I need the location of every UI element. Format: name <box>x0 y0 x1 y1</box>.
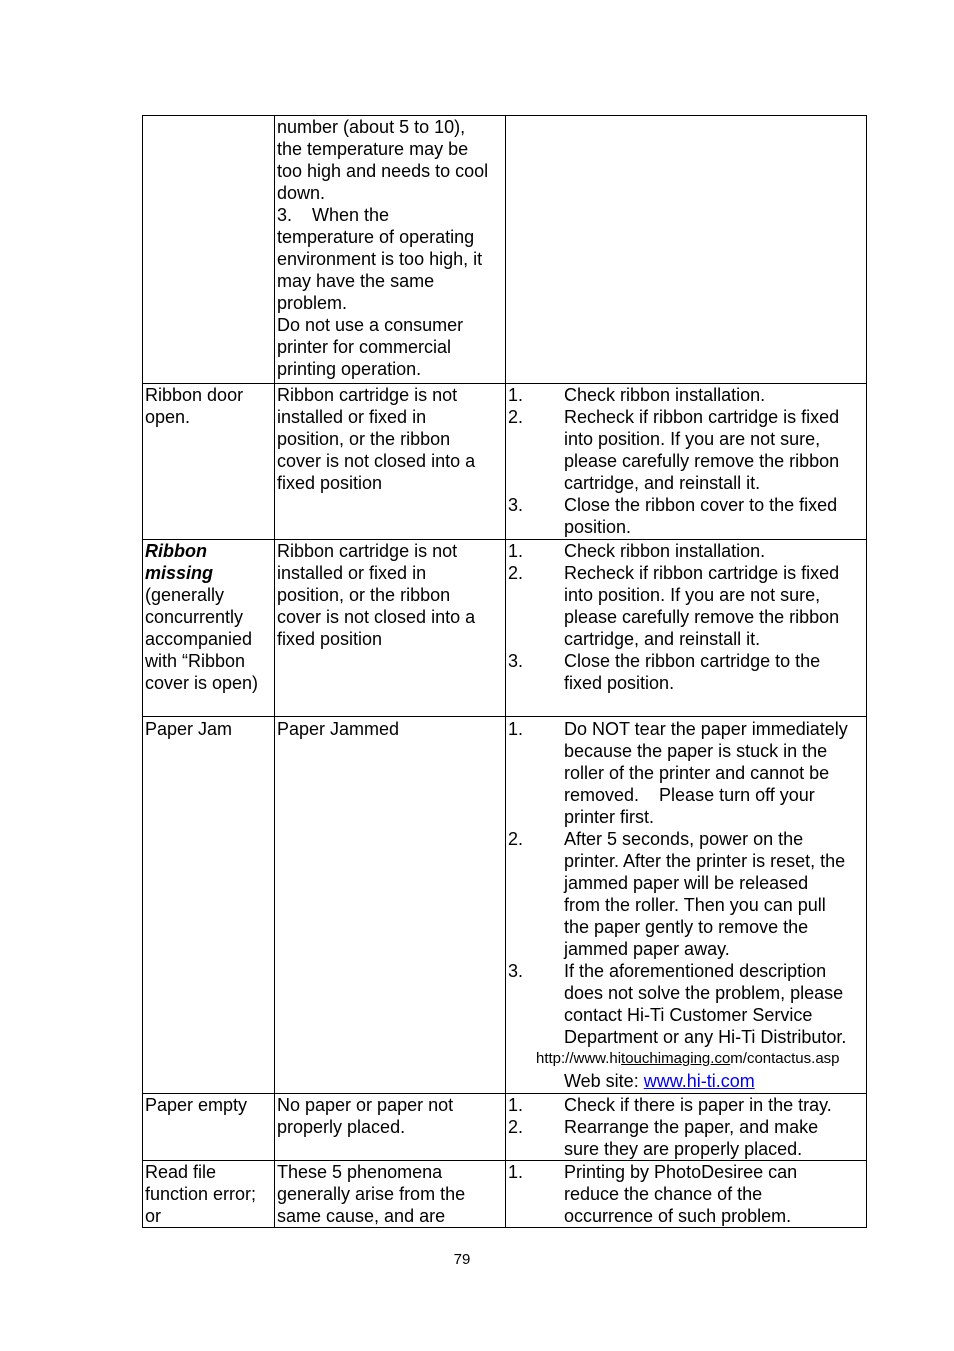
table-row <box>143 540 867 717</box>
solution-step: 3. If the aforementioned description does not solve the problem, please contact Hi-Ti Customer Service Department or any Hi-Ti Distributor. <box>508 961 847 1047</box>
solution-cell <box>506 1094 867 1161</box>
solution-step: 1. Check ribbon installation. <box>508 541 766 561</box>
table-row <box>143 1161 867 1228</box>
table-row <box>143 384 867 540</box>
page-number: 79 <box>453 1251 471 1268</box>
solution-cell <box>506 116 867 384</box>
website-link[interactable]: www.hi-ti.com <box>643 1071 755 1091</box>
cause-cell: Ribbon cartridge is not installed or fixed in position, or the ribbon cover is not closed into a fixed position <box>275 540 506 717</box>
table-row <box>143 116 867 384</box>
cause-cell: These 5 phenomena generally arise from the same cause, and are <box>275 1161 506 1228</box>
solution-cell <box>506 717 867 1094</box>
table-row <box>143 1094 867 1161</box>
solution-step: 2. Recheck if ribbon cartridge is fixed into position. If you are not sure, please carefully remove the ribbon cartridge, and reinstall it. <box>508 407 840 493</box>
cause-cell: Ribbon cartridge is not installed or fixed in position, or the ribbon cover is not closed into a fixed position <box>275 384 506 540</box>
solution-step: 1. Printing by PhotoDesiree can reduce the chance of the occurrence of such problem. <box>508 1162 798 1226</box>
error-cell <box>143 116 275 384</box>
solution-step: 1. Check ribbon installation. <box>508 385 766 405</box>
solution-step: 2. After 5 seconds, power on the printer. After the printer is reset, the jammed paper will be released from the roller. Then you can pull the paper gently to remove the jammed paper away. <box>508 829 846 959</box>
solution-cell <box>506 540 867 717</box>
error-cell: Ribbon missing (generally concurrently accompanied with “Ribbon cover is open) <box>143 540 275 717</box>
troubleshooting-table <box>142 115 867 1228</box>
solution-step: 3. Close the ribbon cover to the fixed position. <box>508 495 838 537</box>
error-cell: Paper empty <box>143 1094 275 1161</box>
cause-cell: No paper or paper not properly placed. <box>275 1094 506 1161</box>
solution-cell <box>506 384 867 540</box>
contact-url: http://www.hitouchimaging.com/contactus.asp <box>536 1050 840 1067</box>
table-row <box>143 717 867 1094</box>
cause-cell: Paper Jammed <box>275 717 506 1094</box>
error-cell: Ribbon door open. <box>143 384 275 540</box>
solution-step: 3. Close the ribbon cartridge to the fixed position. <box>508 651 821 693</box>
cause-cell: number (about 5 to 10), the temperature may be too high and needs to cool down. 3. When the temperature of operating environment is too high, it may have the same problem. Do not use a consumer printer for commercial printing operation. <box>275 116 506 384</box>
solution-step: 1. Check if there is paper in the tray. <box>508 1095 832 1115</box>
solution-step: 2. Rearrange the paper, and make sure they are properly placed. <box>508 1117 819 1159</box>
error-cell: Read file function error; or <box>143 1161 275 1228</box>
solution-cell <box>506 1161 867 1228</box>
solution-step: 2. Recheck if ribbon cartridge is fixed into position. If you are not sure, please carefully remove the ribbon cartridge, and reinstall it. <box>508 563 840 649</box>
solution-step: 1. Do NOT tear the paper immediately because the paper is stuck in the roller of the printer and cannot be removed. Please turn off your printer first. <box>508 719 848 827</box>
error-cell: Paper Jam <box>143 717 275 1094</box>
website-line: Web site: www.hi-ti.com <box>564 1071 755 1091</box>
